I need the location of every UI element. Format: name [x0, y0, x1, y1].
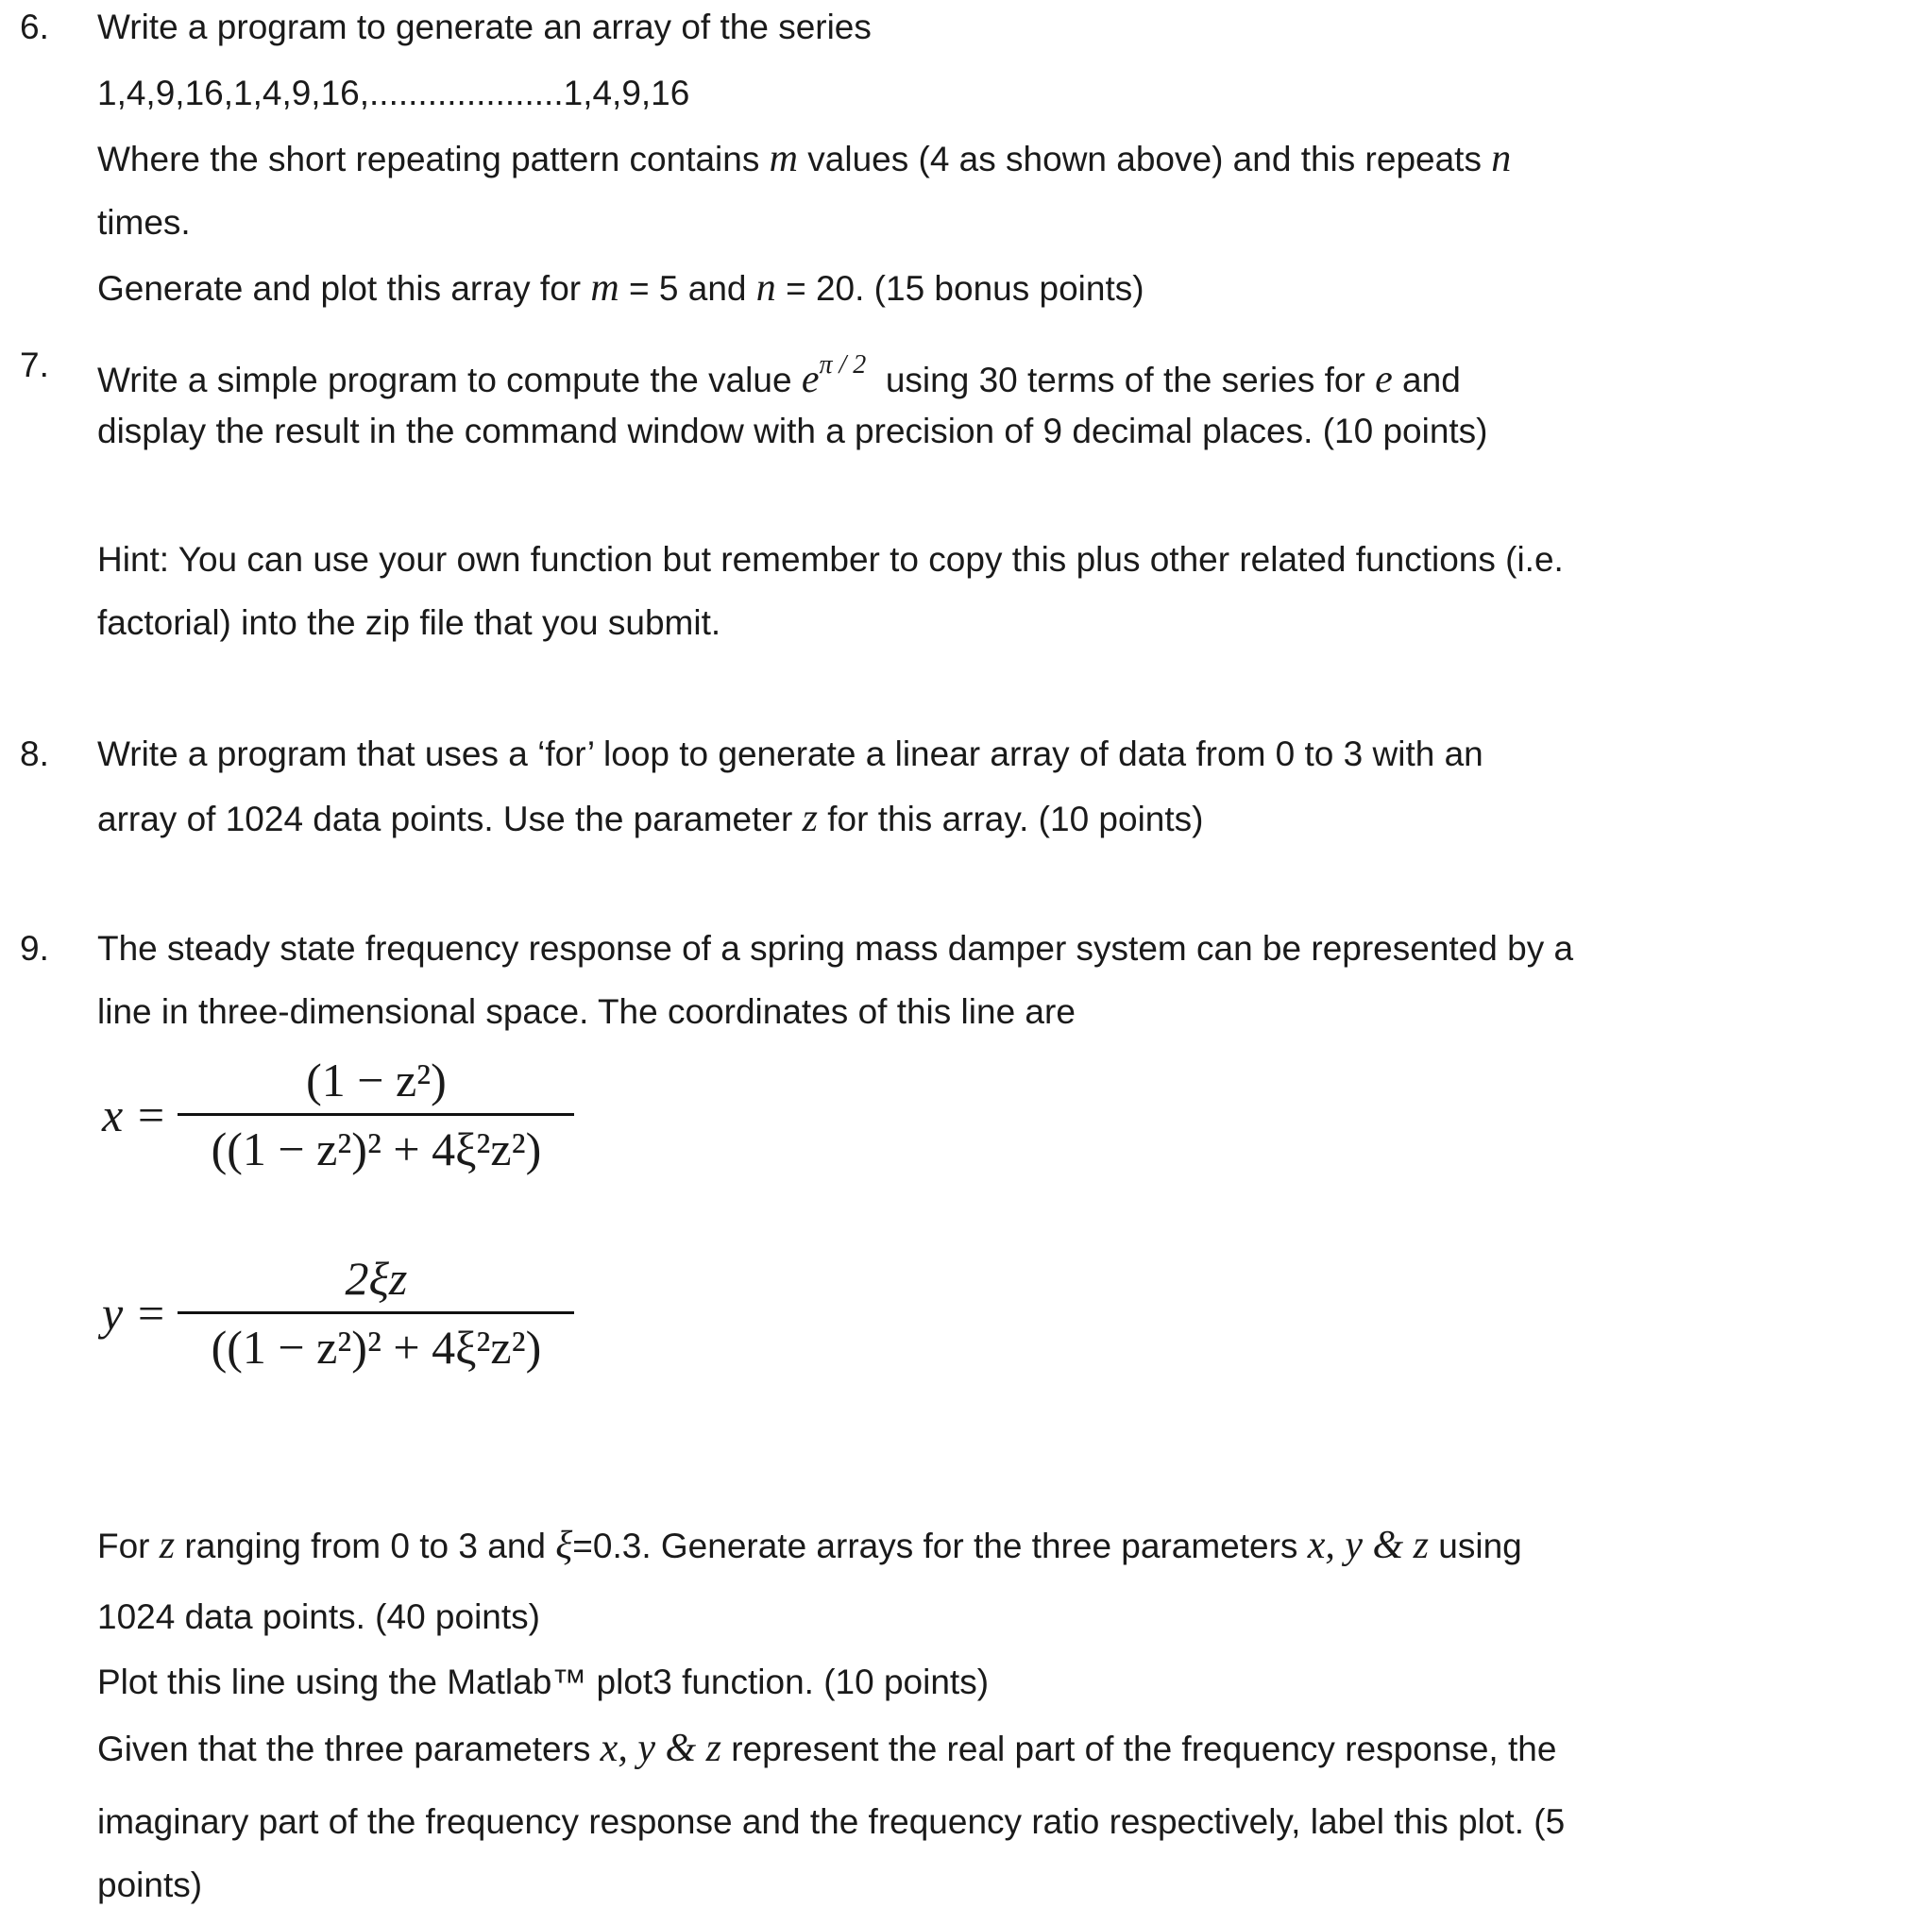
question-text: array of 1024 data points. Use the parameter z for this array. (10 points)	[97, 797, 1204, 840]
hint-text: factorial) into the zip file that you submit.	[97, 603, 721, 642]
question-text: Write a program that uses a ‘for’ loop to generate a linear array of data from 0 to 3 with an	[97, 734, 1483, 773]
equation-lhs: y =	[102, 1286, 167, 1340]
question-text: 1024 data points. (40 points)	[97, 1597, 540, 1636]
question-text: Plot this line using the Matlab™ plot3 function. (10 points)	[97, 1663, 990, 1701]
equation-x	[102, 1053, 574, 1176]
question-text: imaginary part of the frequency response and the frequency ratio respectively, label this plot. (5	[97, 1802, 1566, 1841]
question-text: Where the short repeating pattern contains m values (4 as shown above) and this repeats n	[97, 137, 1512, 180]
question-text: Write a program to generate an array of the series	[97, 8, 872, 46]
question-text: Generate and plot this array for m = 5 and n = 20. (15 bonus points)	[97, 266, 1144, 310]
question-text: line in three-dimensional space. The coordinates of this line are	[97, 992, 1076, 1031]
question-number: 7.	[20, 346, 49, 384]
equation-lhs: x =	[102, 1088, 167, 1141]
equation-denominator: ((1 − z²)² + 4ξ²z²)	[178, 1113, 574, 1176]
equation-numerator: 2ξz	[345, 1252, 408, 1305]
question-text: The steady state frequency response of a spring mass damper system can be represented by a	[97, 929, 1574, 968]
question-number: 9.	[20, 929, 49, 968]
question-text: display the result in the command window with a precision of 9 decimal places. (10 points)	[97, 412, 1488, 450]
question-number: 8.	[20, 734, 49, 773]
question-text: points)	[97, 1866, 203, 1904]
question-text: Given that the three parameters x, y & z represent the real part of the frequency response, the	[97, 1727, 1557, 1770]
question-text: Write a simple program to compute the value $e^{\pi / 2}$ using 30 terms of the series for e and	[97, 350, 1461, 401]
hint-text: Hint: You can use your own function but remember to copy this plus other related functions (i.e.	[97, 540, 1564, 579]
equation-denominator: ((1 − z²)² + 4ξ²z²)	[178, 1311, 574, 1375]
question-number: 6.	[20, 8, 49, 46]
equation-y	[102, 1251, 574, 1375]
question-text: times.	[97, 203, 191, 242]
question-text: For z ranging from 0 to 3 and ξ=0.3. Generate arrays for the three parameters x, y & z using	[97, 1524, 1522, 1567]
equation-numerator: (1 − z²)	[306, 1054, 447, 1106]
series-text: 1,4,9,16,1,4,9,16,....................1,4,9,16	[97, 74, 690, 112]
